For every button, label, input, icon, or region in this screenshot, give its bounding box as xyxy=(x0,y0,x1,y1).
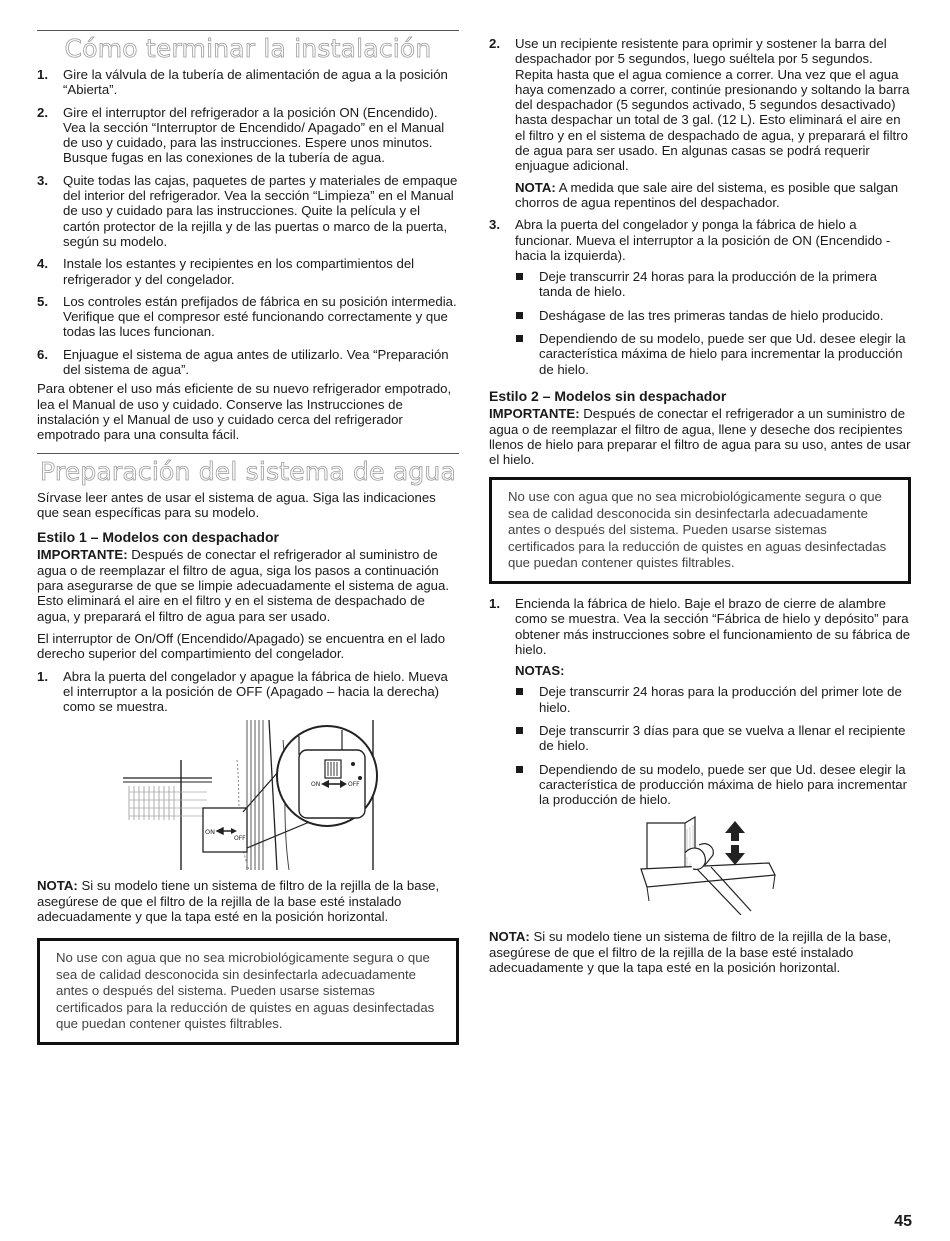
style1-heading: Estilo 1 – Modelos con despachador xyxy=(37,529,279,546)
style2-important: IMPORTANTE: Después de conectar el refrigerador a un suministro de agua o de reemplazar el filtro de agua, llene y deseche dos recipientes llenos de hielo para preparar el filtro de agua para su uso, antes de usar el hielo. xyxy=(489,406,911,468)
notas-bullets xyxy=(515,684,911,807)
list-item: 5. Los controles están prefijados de fábrica en su posición intermedia. Verifique que el compresor esté funcionando correctamente y que todas las luces funcionan. xyxy=(37,293,457,340)
section-title-water-system: Preparación del sistema de agua xyxy=(39,456,456,486)
step2-nota: NOTA: A medida que sale aire del sistema, es posible que salgan chorros de agua repentinos del despachador. xyxy=(515,179,899,210)
left-column xyxy=(37,30,459,1057)
switch-off-label-small: OFF xyxy=(234,835,246,843)
list-item: 2. Use un recipiente resistente para oprimir y sostener la barra del despachador por 5 segundos, luego suéltela por 5 segundos. Repita hasta que el agua comience a correr. Una vez que el agua haya comenzado a correr, continúe presionando y soltando la barra del despachador (5 segundos activado, 5 segundos desactivado) hasta despachar un total de 3 gal. (12 L). Esto eliminará el aire en el filtro y en el sistema de despachado de agua, y preparará el filtro de agua para ser usado. En algunas casas se podrá requerir enjuague adicional. NOTA: A medida que sale aire del sistema, es posible que salgan chorros de agua repentinos del despachador. xyxy=(489,36,910,210)
section-divider xyxy=(37,30,459,31)
list-item: Deje transcurrir 24 horas para la producción del primer lote de hielo. xyxy=(515,684,911,715)
list-item: 1. Abra la puerta del congelador y apague la fábrica de hielo. Mueva el interruptor a la posición de OFF (Apagado – hacia la derecha) como se muestra. xyxy=(37,668,448,715)
step3-bullets xyxy=(515,269,911,377)
list-item: Deje transcurrir 3 días para que se vuelva a llenar el recipiente de hielo. xyxy=(515,723,911,754)
water-safety-warning: No use con agua que no sea microbiológicamente segura o que sea de calidad desconocida sin desinfectarla adecuadamente antes o después del sistema. Pueden usarse sistemas certificados para la reducción de quistes en aguas desinfectadas que puedan contener quistes filtrables. xyxy=(489,477,911,584)
list-item: 3. Abra la puerta del congelador y ponga la fábrica de hielo a funcionar. Mueva el interruptor a la posición de ON (Encendido - hacia la izquierda). Deje transcurrir 24 horas para la producción de la primera tanda de hielo. Deshágase de las tres primeras tandas de hielo producido. Dependiendo de su modelo, puede ser que Ud. desee elegir la característica máxima de hielo para incrementar la producción de hielo. xyxy=(489,217,911,377)
style1-steps xyxy=(37,669,459,715)
style1-steps-continued xyxy=(489,36,911,377)
icemaker-switch-illustration xyxy=(37,720,459,870)
list-item: 1. Encienda la fábrica de hielo. Baje el brazo de cierre de alambre como se muestra. Vea la sección “Fábrica de hielo y depósito” para obtener más instrucciones sobre el funcionamiento de su fábrica de hielo. NOTAS: Deje transcurrir 24 horas para la producción del primer lote de hielo. Deje transcurrir 3 días para que se vuelva a llenar el recipiente de hielo. Dependiendo de su modelo, puede ser que Ud. desee elegir la característica de producción máxima de hielo para incrementar la producción de hielo. xyxy=(489,595,911,808)
style2-heading: Estilo 2 – Modelos sin despachador xyxy=(489,387,727,404)
list-item: Dependiendo de su modelo, puede ser que Ud. desee elegir la característica máxima de hielo para incrementar la producción de hielo. xyxy=(515,331,911,377)
list-item: Deje transcurrir 24 horas para la producción de la primera tanda de hielo. xyxy=(515,269,911,300)
water-safety-warning: No use con agua que no sea microbiológicamente segura o que sea de calidad desconocida sin desinfectarla adecuadamente antes o después del sistema. Pueden usarse sistemas certificados para la reducción de quistes en aguas desinfectadas que puedan contener quistes filtrables. xyxy=(37,938,459,1045)
list-item: 1. Gire la válvula de la tubería de alimentación de agua a la posición “Abierta”. xyxy=(37,67,448,98)
section-divider xyxy=(37,453,459,454)
right-column xyxy=(489,36,911,982)
list-item: 4. Instale los estantes y recipientes en los compartimientos del refrigerador y del congelador. xyxy=(37,256,415,287)
list-item: 2. Gire el interruptor del refrigerador a la posición ON (Encendido). Vea la sección “Interruptor de Encendido/ Apagado” en el Manual de uso y cuidado, para las instrucciones. Espere unos minutos. Busque fugas en las conexiones de la tubería de agua. xyxy=(37,104,445,166)
list-item: Dependiendo de su modelo, puede ser que Ud. desee elegir la característica de producción máxima de hielo para incrementar la producción de hielo. xyxy=(515,762,911,808)
style1-important: IMPORTANTE: Después de conectar el refrigerador al suministro de agua o de reemplazar el filtro de agua, siga los pasos a continuación para asegurarse de que se limpie adecuadamente el sistema de agua. Esto eliminará el aire en el filtro y en el sistema de despachado de agua, y preparará el filtro de agua para ser usado. xyxy=(37,547,450,624)
icemaker-arm-illustration xyxy=(489,815,911,915)
finish-install-closing: Para obtener el uso más eficiente de su nuevo refrigerador empotrado, lea el Manual de uso y cuidado. Conserve las Instrucciones de instalación y el Manual de uso y cuidado cerca del refrigerador empotrado para una consulta fácil. xyxy=(37,381,452,443)
switch-on-label: ON xyxy=(311,781,321,789)
switch-diagram-svg xyxy=(37,720,459,870)
page-number: 45 xyxy=(894,1213,912,1230)
switch-location-note: El interruptor de On/Off (Encendido/Apagado) se encuentra en el lado derecho superior del compartimiento del congelador. xyxy=(37,630,446,662)
list-item: 6. Enjuague el sistema de agua antes de utilizarlo. Vea “Preparación del sistema de agua”. xyxy=(37,346,449,378)
style2-steps xyxy=(489,596,911,808)
switch-on-label-small: ON xyxy=(205,828,215,837)
water-system-intro: Sírvase leer antes de usar el sistema de agua. Siga las indicaciones que sean específicas para su modelo. xyxy=(37,489,436,520)
section-title-finish-install: Cómo terminar la instalación xyxy=(64,34,432,63)
style1-nota: NOTA: Si su modelo tiene un sistema de filtro de la rejilla de la base, asegúrese de que el filtro de la rejilla de la base esté instalado adecuadamente y que la tapa esté en la posición horizontal. xyxy=(37,878,440,924)
switch-off-label: OFF xyxy=(348,781,360,789)
list-item: Deshágase de las tres primeras tandas de hielo producido. xyxy=(515,308,911,323)
icemaker-diagram-svg xyxy=(489,815,911,915)
finish-install-steps xyxy=(37,67,459,377)
list-item: 3. Quite todas las cajas, paquetes de partes y materiales de empaque del interior del refrigerador. Vea la sección “Limpieza” en el Manual de uso y cuidado para las instrucciones. Quite la película y el cartón protector de la rejilla y de las puertas o marco de la puerta, según su modelo. xyxy=(37,172,458,249)
style2-nota: NOTA: Si su modelo tiene un sistema de filtro de la rejilla de la base, asegúrese de que el filtro de la rejilla de la base esté instalado adecuadamente y que la tapa esté en la posición horizontal. xyxy=(489,929,892,976)
notas-label: NOTAS: xyxy=(515,663,565,679)
